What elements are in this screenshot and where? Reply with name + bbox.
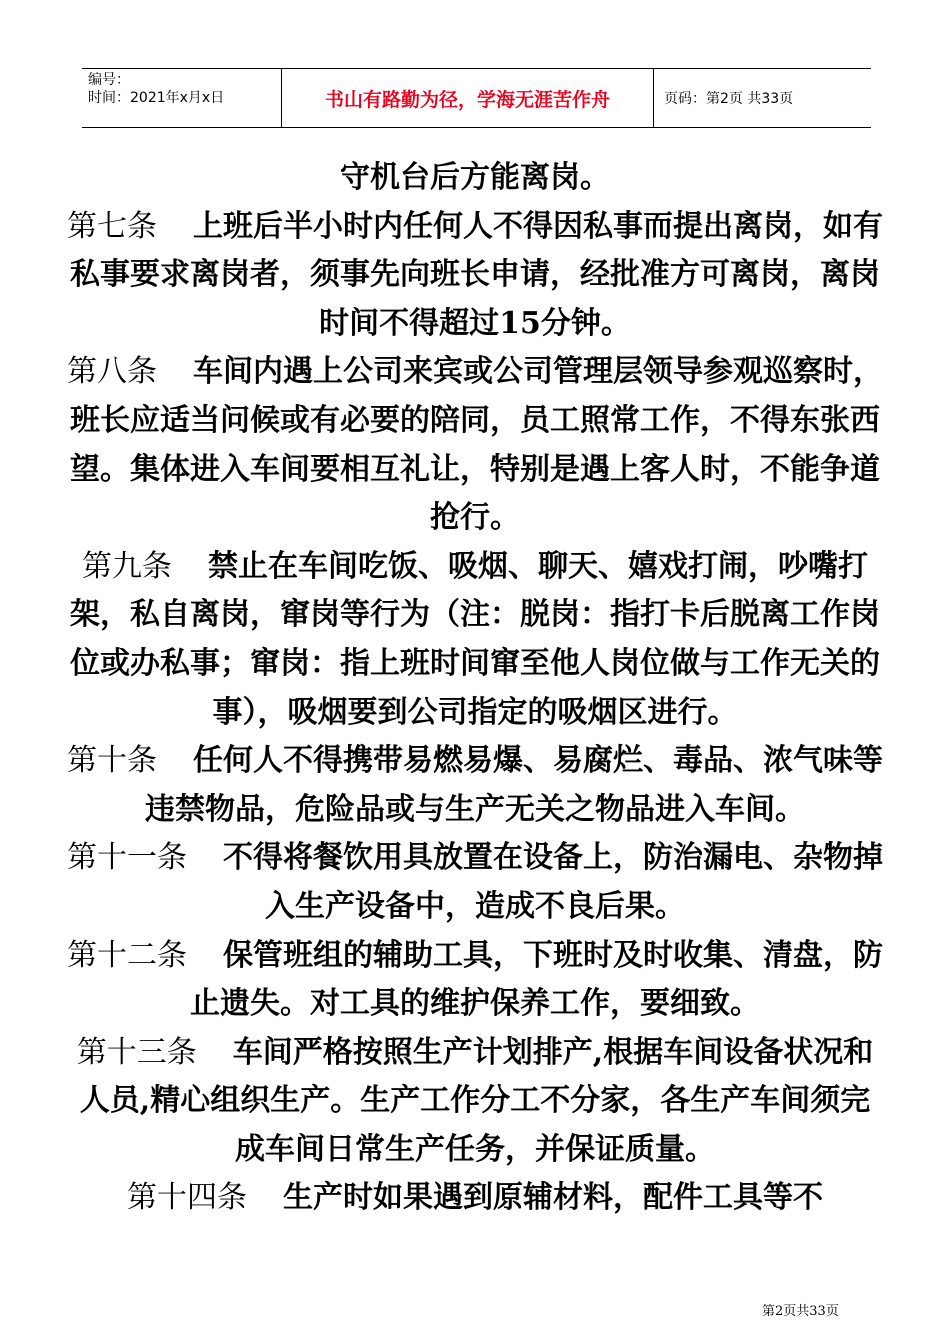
article-text: 任何人不得携带易燃易爆、易腐烂、毒品、浓气味等违禁物品，危险品或与生产无关之物品进入车间。 xyxy=(145,743,883,827)
article-7 xyxy=(66,203,884,349)
article-heading: 第十三条 xyxy=(76,1034,197,1070)
header-page-label: 页码：第2页 共33页 xyxy=(664,91,794,107)
article-text: 车间严格按照生产计划排产,根据车间设备状况和人员,精心组织生产。生产工作分工不分家，各生产车间须完成车间日常生产任务，并保证质量。 xyxy=(79,1034,874,1167)
article-heading: 第九条 xyxy=(82,548,172,584)
article-8 xyxy=(66,348,884,542)
article-12 xyxy=(66,932,884,1029)
article-heading: 第十条 xyxy=(67,743,157,779)
article-13 xyxy=(66,1029,884,1175)
article-10 xyxy=(66,737,884,834)
article-heading: 第十四条 xyxy=(127,1180,247,1216)
header-meta xyxy=(82,69,282,127)
article-heading: 第十一条 xyxy=(67,840,187,876)
document-body xyxy=(66,154,884,1223)
page-footer: 第2页共33页 xyxy=(762,1304,839,1319)
article-heading: 第十二条 xyxy=(67,937,187,973)
article-text: 上班后半小时内任何人不得因私事而提出离岗，如有私事要求离岗者，须事先向班长申请，经批准方可离岗，离岗时间不得超过15分钟。 xyxy=(70,208,883,341)
document-number-label: 编号： xyxy=(88,72,130,88)
document-time-label: 时间：2021年x月x日 xyxy=(88,90,225,106)
article-text: 保管班组的辅助工具，下班时及时收集、清盘，防止遗失。对工具的维护保养工作，要细致。 xyxy=(190,937,883,1022)
article-14 xyxy=(66,1174,884,1223)
article-heading: 第七条 xyxy=(67,208,157,244)
paragraph-text: 守机台后方能离岗。 xyxy=(340,160,610,195)
article-9 xyxy=(66,543,884,737)
article-11 xyxy=(66,834,884,931)
paragraph-continued xyxy=(66,154,884,203)
header-motto: 书山有路勤为径，学海无涯苦作舟 xyxy=(282,69,654,127)
article-text: 生产时如果遇到原辅材料，配件工具等不 xyxy=(283,1180,823,1216)
article-text: 禁止在车间吃饭、吸烟、聊天、嬉戏打闹，吵嘴打架，私自离岗，窜岗等行为（注：脱岗：指打卡后脱离工作岗位或办私事；窜岗：指上班时间窜至他人岗位做与工作无关的事），吸烟要到公司指定的吸烟区进行。 xyxy=(70,548,880,730)
article-text: 不得将餐饮用具放置在设备上，防治漏电、杂物掉入生产设备中，造成不良后果。 xyxy=(223,840,883,924)
page-header xyxy=(82,68,871,128)
article-text: 车间内遇上公司来宾或公司管理层领导参观巡察时，班长应适当问候或有必要的陪同，员工照常工作，不得东张西望。集体进入车间要相互礼让，特别是遇上客人时，不能争道抢行。 xyxy=(70,354,883,536)
article-heading: 第八条 xyxy=(67,354,157,390)
